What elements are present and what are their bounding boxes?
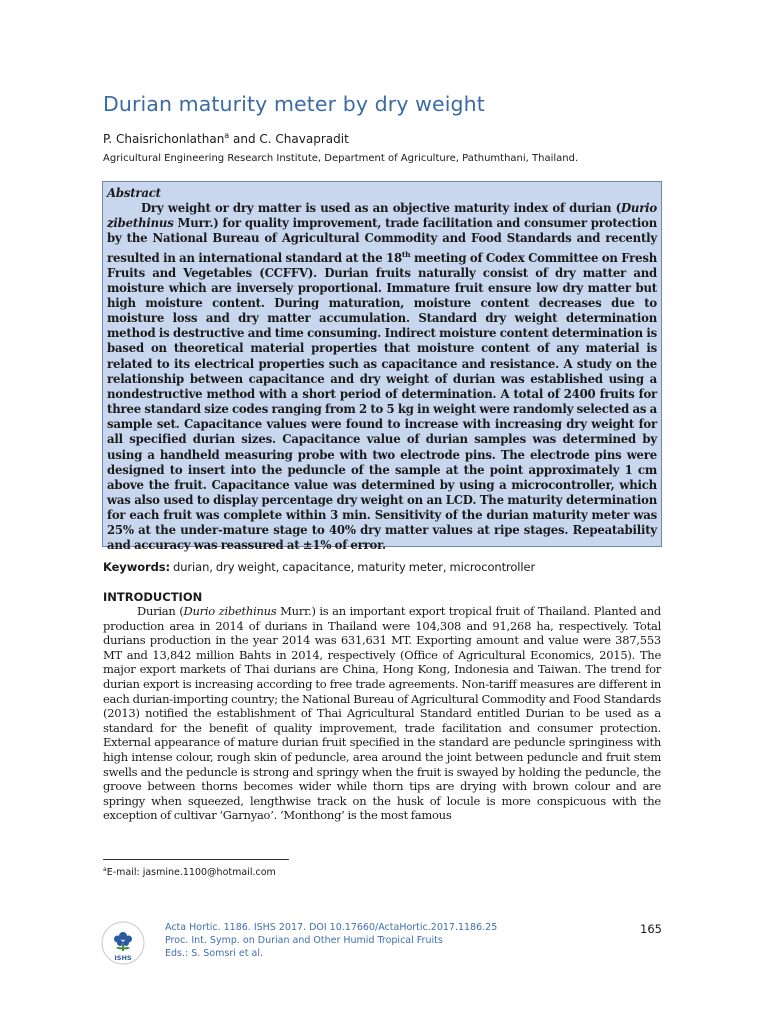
abstract-species: Durio zibethinus [107,201,657,231]
intro-species: Durio zibethinus [183,604,277,618]
intro-text-1: Durian ( [137,604,184,618]
footnote-rule [103,859,289,860]
abstract-text-2: Murr.) for quality improvement, trade facilitation and consumer protection by the National Bureau of Agricultural Commodity and Food Standards and recently resulted in an international standard at the 18 [107,216,657,265]
footnote-mark: a [103,866,107,873]
abstract-text-1: Dry weight or dry matter is used as an objective maturity index of durian ( [141,201,621,216]
author-1-affil-mark: a [224,131,230,140]
intro-text-2: Murr.) is an important export tropical fruit of Thailand. Planted and production area in 2014 of durians in Thailand were 104,308 and 91,268 ha, respectively. Total durians production in the year 2014 was 631,631 MT. Exporting amount and value were 387,553 MT and 13,842 million Bahts in 2014, respectively (Office of Agricultural Economics, 2015). The major export markets of Thai durians are China, Hong Kong, Indonesia and Taiwan. The trend for durian export is increasing according to free trade agreements. Non-tariff measures are different in each durian-importing country; the National Bureau of Agricultural Commodity and Food Standards (2013) notified the establishment of Thai Agricultural Standard entitled Durian to be used as a standard for the benefit of quality improvement, trade facilitation and consumer protection. External appearance of mature durian fruit specified in the standard are peduncle springiness with high intense colour, rough skin of peduncle, area around the joint between peduncle and fruit stem swells and the peduncle is strong and springy when the fruit is swayed by holding the peduncle, the groove between thorns becomes wider while thorn tips are drying with brown colour and are springy when squeezed, lengthwise track on the husk of locule is more conspicuous with the exception of cultivar ‘Garnyao’. ‘Monthong’ is the most famous [103,604,661,823]
citation-line-1: Acta Hortic. 1186. ISHS 2017. DOI 10.17660/ActaHortic.2017.1186.25 [165,922,498,933]
paper-title: Durian maturity meter by dry weight [103,92,485,116]
keywords-text: durian, dry weight, capacitance, maturity meter, microcontroller [169,560,536,574]
ishs-logo-icon [101,921,145,965]
author-rest: and C. Chavapradit [229,132,349,146]
citation-block [165,921,497,961]
abstract-text-3: meeting of Codex Committee on Fresh Fruits and Vegetables (CCFFV). Durian fruits naturally consist of dry matter and moisture which are inversely proportional. Immature fruit ensure low dry matter but high moisture content. During maturation, moisture content decreases due to moisture loss and dry matter accumulation. Standard dry weight determination method is destructive and time consuming. Indirect moisture content determination is based on theoretical material properties that moisture content of any material is related to its electrical properties such as capacitance and resistance. A study on the relationship between capacitance and dry weight of durian was established using a nondestructive method with a short period of determination. A total of 2400 fruits for three standard size codes ranging from 2 to 5 kg in weight were randomly selected as a sample set. Capacitance values were found to increase with increasing dry weight for all specified durian sizes. Capacitance value of durian samples was determined by using a handheld measuring probe with two electrode pins. The electrode pins were designed to insert into the peduncle of the sample at the point approximately 1 cm above the fruit. Capacitance value was determined by using a microcontroller, which was also used to display percentage dry weight on an LCD. The maturity determination for each fruit was complete within 3 min. Sensitivity of the durian maturity meter was 25% at the under-mature stage to 40% dry matter values at ripe stages. Repeatability and accuracy was reassured at ±1% of error. [107,250,657,553]
introduction-paragraph [103,604,661,823]
author-1: P. Chaisrichonlathan [103,132,225,146]
authors [103,131,349,146]
abstract-box [102,181,662,553]
footnote-email: E-mail: jasmine.1100@hotmail.com [106,867,276,879]
ishs-logo-text: ISHS [114,954,132,962]
citation-line-2: Proc. Int. Symp. on Durian and Other Humid Tropical Fruits [165,935,443,947]
keywords [103,560,535,574]
affiliation: Agricultural Engineering Research Institute, Department of Agriculture, Pathumthani, Thailand. [103,153,579,164]
footnote [103,866,276,878]
citation-line-3: Eds.: S. Somsri et al. [165,948,263,960]
abstract-ordinal: th [401,249,411,259]
page-number: 165 [640,922,662,936]
abstract-text [107,201,657,553]
keywords-label: Keywords: [103,560,170,574]
abstract-heading: Abstract [107,186,161,200]
section-heading-introduction: INTRODUCTION [103,590,203,604]
